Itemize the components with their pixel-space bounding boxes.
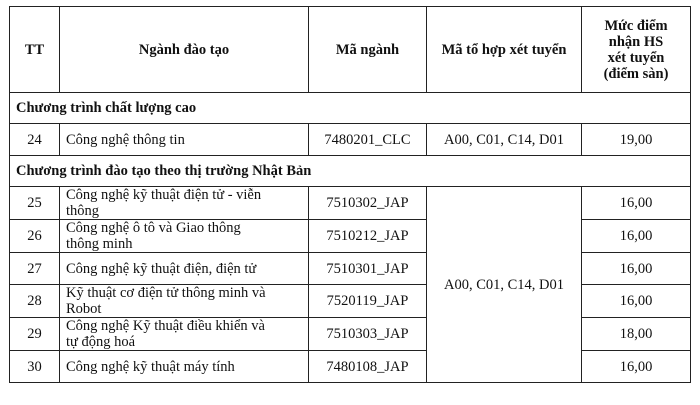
- cell-diem: 16,00: [582, 285, 691, 318]
- cell-diem: 19,00: [582, 124, 691, 156]
- table-row: [10, 187, 691, 220]
- cell-to-hop-merged: A00, C01, C14, D01: [427, 187, 582, 383]
- cell-diem: 16,00: [582, 220, 691, 253]
- cell-diem: 16,00: [582, 351, 691, 383]
- header-tt: TT: [10, 7, 60, 93]
- cell-ma-nganh: 7480108_JAP: [309, 351, 427, 383]
- table-header-row: [10, 7, 691, 93]
- admission-table-container: [9, 6, 690, 383]
- header-ma-nganh: Mã ngành: [309, 7, 427, 93]
- cell-tt: 26: [10, 220, 60, 253]
- header-diem-line2: nhận HS: [608, 33, 664, 50]
- header-diem: [582, 7, 691, 93]
- table-row: [10, 285, 691, 318]
- section-title-jap: Chương trình đào tạo theo thị trường Nhật Bản: [10, 156, 691, 187]
- header-to-hop: Mã tổ hợp xét tuyển: [427, 7, 582, 93]
- cell-tt: 24: [10, 124, 60, 156]
- section-title-clc: Chương trình chất lượng cao: [10, 93, 691, 124]
- cell-nganh-line2: thông: [66, 203, 100, 219]
- cell-ma-nganh: 7510302_JAP: [309, 187, 427, 220]
- cell-nganh-line1: Công nghệ kỹ thuật điện tử - viễn: [66, 187, 262, 203]
- cell-tt: 28: [10, 285, 60, 318]
- cell-nganh-line1: Công nghệ Kỹ thuật điều khiển và: [66, 318, 265, 334]
- header-diem-line1: Mức điểm: [604, 17, 668, 34]
- table-row: [10, 351, 691, 383]
- cell-tt: 25: [10, 187, 60, 220]
- cell-diem: 16,00: [582, 187, 691, 220]
- table-row: [10, 124, 691, 156]
- cell-nganh: [60, 318, 309, 351]
- admission-score-table: [9, 6, 691, 383]
- cell-tt: 27: [10, 253, 60, 285]
- cell-tt: 29: [10, 318, 60, 351]
- cell-ma-nganh: 7480201_CLC: [309, 124, 427, 156]
- section-row-clc: [10, 93, 691, 124]
- table-row: [10, 318, 691, 351]
- cell-to-hop: A00, C01, C14, D01: [427, 124, 582, 156]
- header-diem-line3: xét tuyển: [607, 49, 665, 66]
- cell-ma-nganh: 7510303_JAP: [309, 318, 427, 351]
- cell-ma-nganh: 7520119_JAP: [309, 285, 427, 318]
- header-diem-line4: (điểm sàn): [603, 65, 669, 82]
- cell-nganh: [60, 285, 309, 318]
- table-row: [10, 220, 691, 253]
- table-row: [10, 253, 691, 285]
- cell-nganh: [60, 187, 309, 220]
- cell-tt: 30: [10, 351, 60, 383]
- cell-ma-nganh: 7510301_JAP: [309, 253, 427, 285]
- section-row-jap: [10, 156, 691, 187]
- cell-ma-nganh: 7510212_JAP: [309, 220, 427, 253]
- header-nganh: Ngành đào tạo: [60, 7, 309, 93]
- cell-nganh: Công nghệ kỹ thuật điện, điện tử: [60, 253, 309, 285]
- cell-nganh-line1: Công nghệ ô tô và Giao thông: [66, 220, 241, 236]
- cell-nganh-line2: thông minh: [66, 236, 133, 252]
- cell-nganh: Công nghệ kỹ thuật máy tính: [60, 351, 309, 383]
- cell-nganh-line2: tự động hoá: [66, 334, 136, 350]
- cell-nganh: [60, 220, 309, 253]
- cell-diem: 18,00: [582, 318, 691, 351]
- cell-nganh-line2: Robot: [66, 301, 102, 317]
- cell-nganh-line1: Kỹ thuật cơ điện tử thông minh và: [66, 285, 266, 301]
- cell-nganh: Công nghệ thông tin: [60, 124, 309, 156]
- cell-diem: 16,00: [582, 253, 691, 285]
